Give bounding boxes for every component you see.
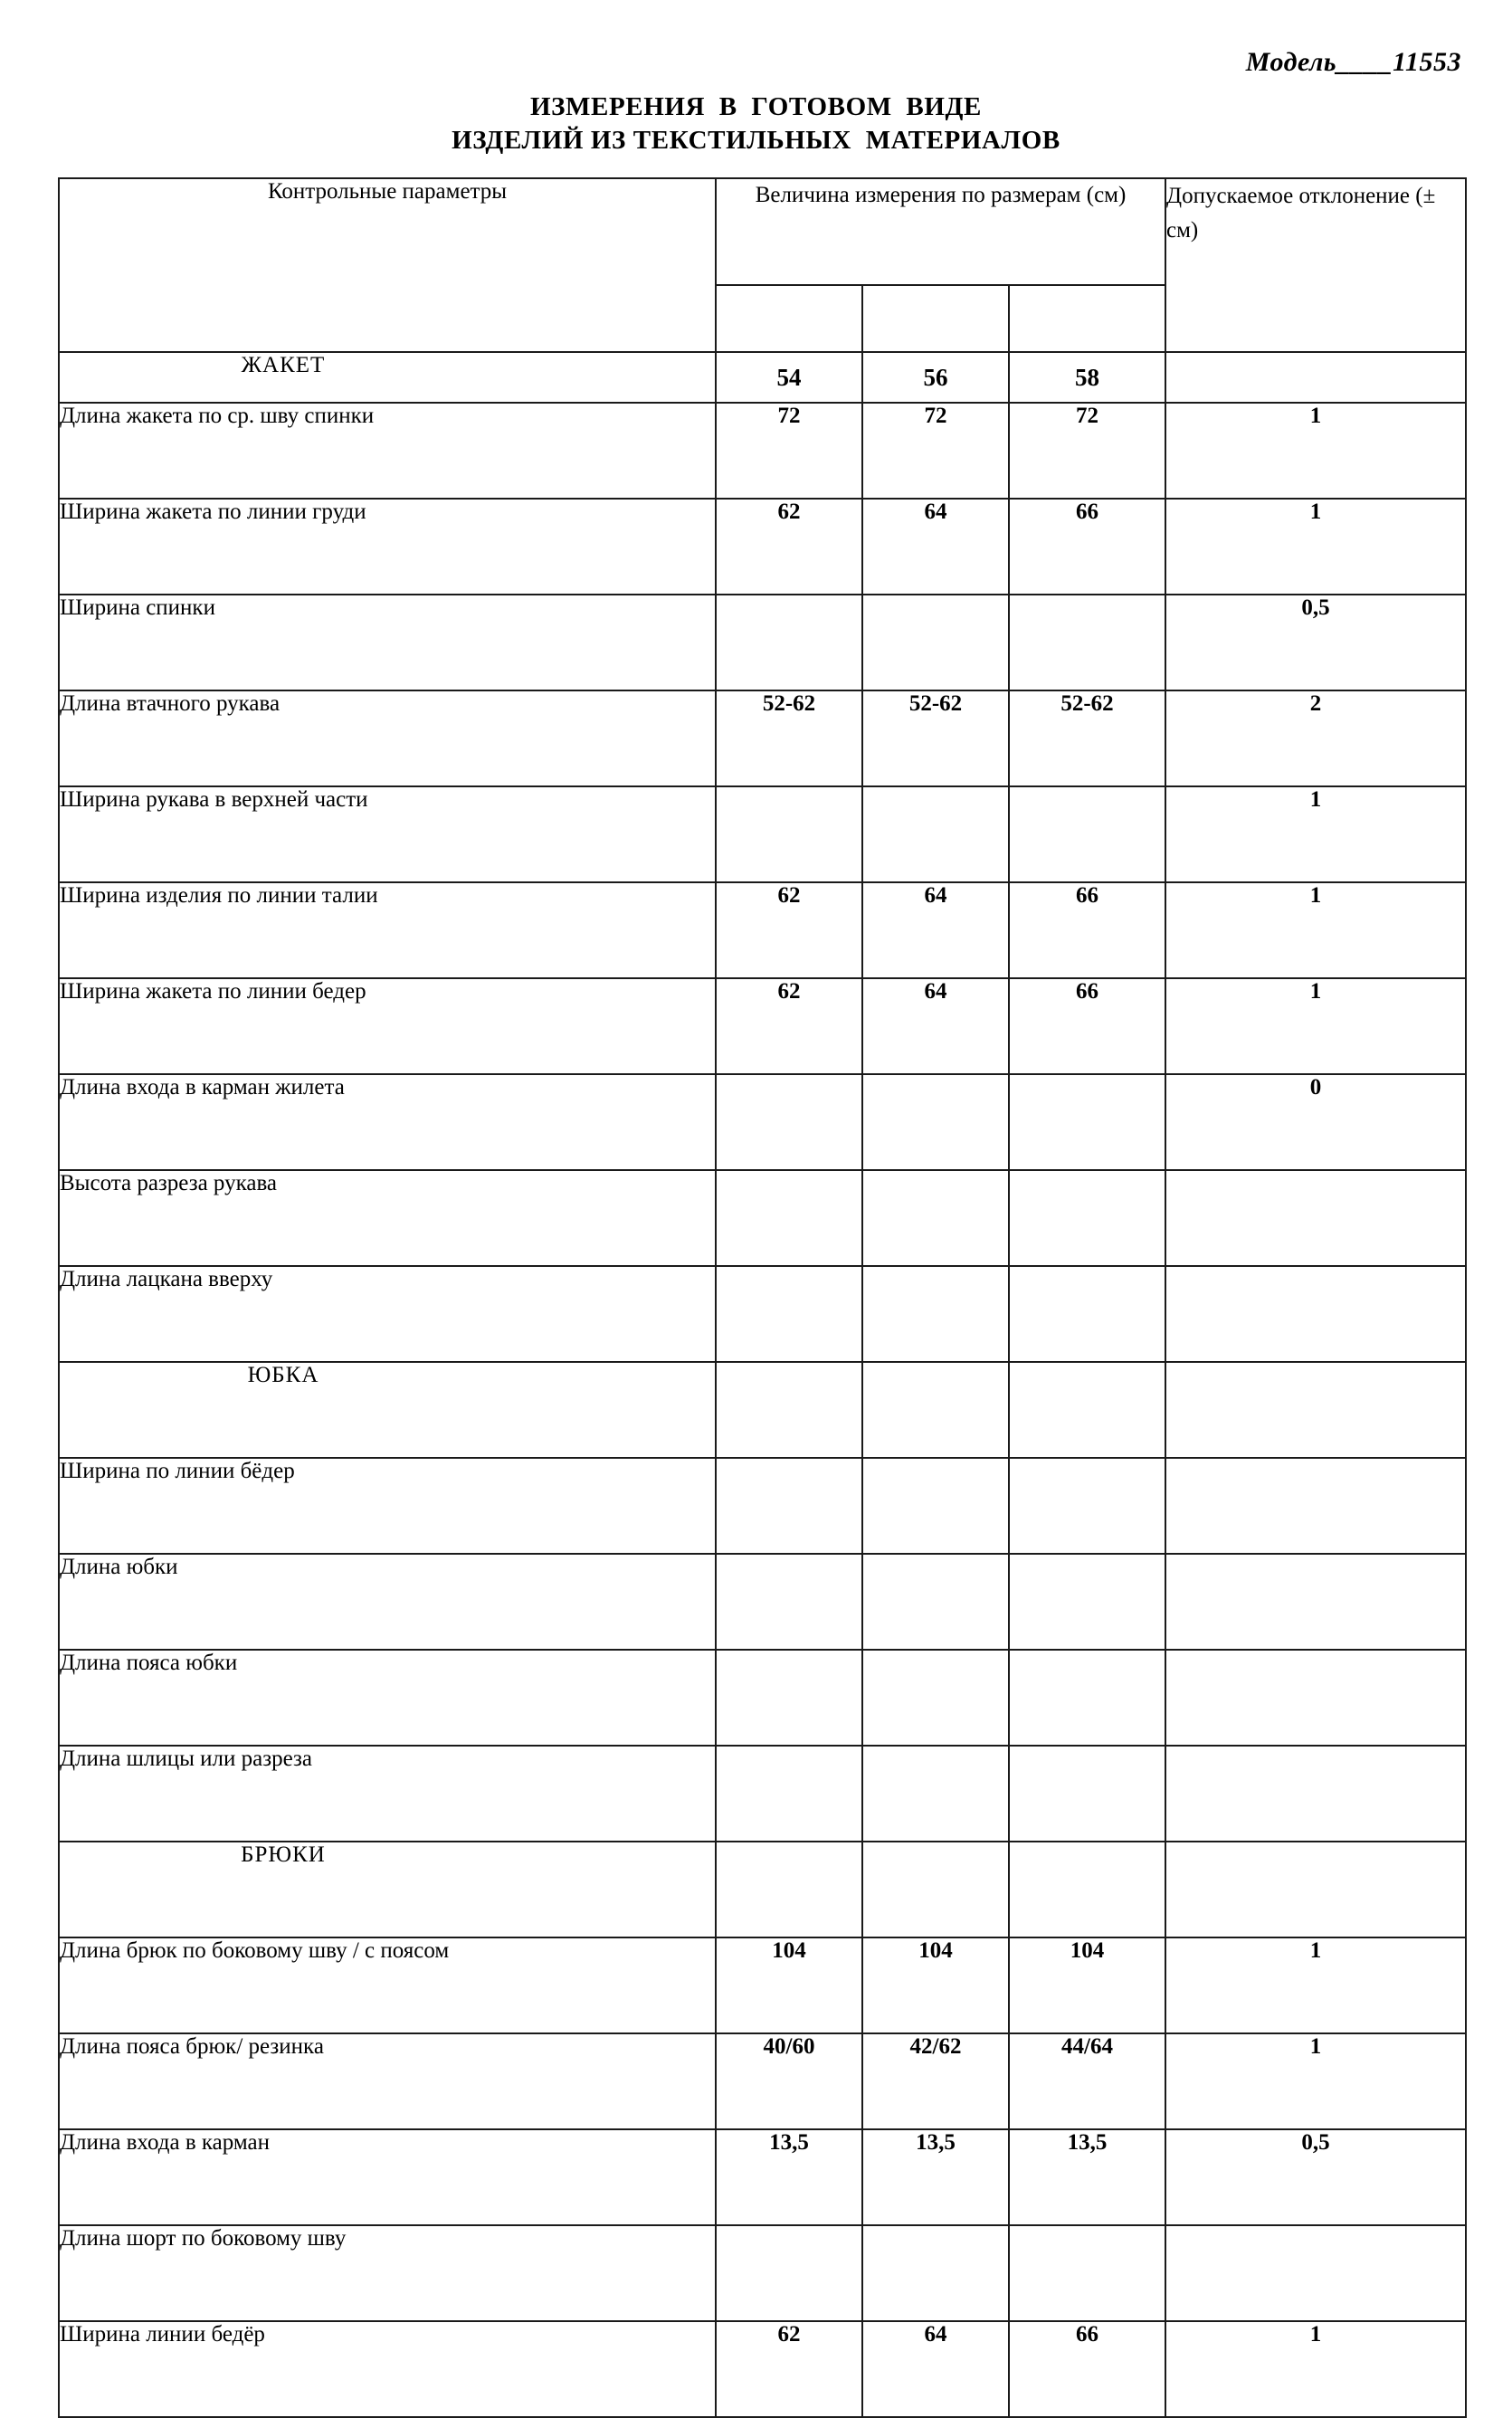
- row-value-size-3: 52-62: [1009, 690, 1165, 786]
- section-size-2: [862, 1842, 1009, 1937]
- row-value-size-1: [716, 2225, 862, 2321]
- row-value-size-1: [716, 1170, 862, 1266]
- row-label: Длина шлицы или разреза: [59, 1746, 716, 1842]
- row-deviation: 1: [1165, 978, 1466, 1074]
- row-label: Ширина рукава в верхней части: [59, 786, 716, 882]
- row-value-size-3: 44/64: [1009, 2033, 1165, 2129]
- row-label: Длина пояса брюк/ резинка: [59, 2033, 716, 2129]
- row-value-size-2: [862, 1458, 1009, 1554]
- row-label: Длина пояса юбки: [59, 1650, 716, 1746]
- row-label: Ширина изделия по линии талии: [59, 882, 716, 978]
- table-row: [59, 786, 1466, 882]
- row-value-size-2: [862, 1650, 1009, 1746]
- row-value-size-3: [1009, 1650, 1165, 1746]
- table-row: [59, 1074, 1466, 1170]
- row-deviation: [1165, 1746, 1466, 1842]
- table-row: [59, 1937, 1466, 2033]
- table-row: [59, 978, 1466, 1074]
- row-deviation: 1: [1165, 2321, 1466, 2417]
- row-value-size-2: [862, 1074, 1009, 1170]
- table-row: [59, 403, 1466, 499]
- table-row: [59, 595, 1466, 690]
- column-header-size-1: [716, 285, 862, 352]
- table-row: [59, 2129, 1466, 2225]
- row-label: Высота разреза рукава: [59, 1170, 716, 1266]
- section-size-3: [1009, 1842, 1165, 1937]
- column-header-parameters: Контрольные параметры: [59, 178, 716, 352]
- section-size-3: [1009, 1362, 1165, 1458]
- row-value-size-3: [1009, 595, 1165, 690]
- row-value-size-3: 66: [1009, 499, 1165, 595]
- row-value-size-2: 104: [862, 1937, 1009, 2033]
- table-row: [59, 1554, 1466, 1650]
- row-value-size-2: 64: [862, 2321, 1009, 2417]
- row-value-size-1: [716, 786, 862, 882]
- row-value-size-3: 66: [1009, 2321, 1165, 2417]
- row-value-size-3: [1009, 1074, 1165, 1170]
- row-value-size-3: 104: [1009, 1937, 1165, 2033]
- row-value-size-2: 64: [862, 978, 1009, 1074]
- row-deviation: 1: [1165, 499, 1466, 595]
- row-label: Ширина спинки: [59, 595, 716, 690]
- row-deviation: 1: [1165, 786, 1466, 882]
- row-label: Длина входа в карман: [59, 2129, 716, 2225]
- row-value-size-2: [862, 1170, 1009, 1266]
- row-label: Длина лацкана вверху: [59, 1266, 716, 1362]
- row-value-size-1: [716, 1266, 862, 1362]
- row-deviation: 1: [1165, 2033, 1466, 2129]
- row-deviation: [1165, 1266, 1466, 1362]
- row-value-size-1: [716, 595, 862, 690]
- row-value-size-2: [862, 1266, 1009, 1362]
- row-value-size-3: [1009, 1554, 1165, 1650]
- measurements-table: [58, 177, 1467, 2418]
- column-header-size-2: [862, 285, 1009, 352]
- table-row: [59, 1170, 1466, 1266]
- row-deviation: 0,5: [1165, 2129, 1466, 2225]
- table-row: [59, 1266, 1466, 1362]
- row-value-size-1: [716, 1074, 862, 1170]
- row-value-size-1: 13,5: [716, 2129, 862, 2225]
- row-value-size-1: 40/60: [716, 2033, 862, 2129]
- row-deviation: 2: [1165, 690, 1466, 786]
- model-number: Модель____11553: [1245, 47, 1461, 77]
- section-deviation: [1165, 352, 1466, 403]
- table-row: [59, 690, 1466, 786]
- row-label: Ширина жакета по линии груди: [59, 499, 716, 595]
- table-header-row: [59, 178, 1466, 285]
- section-size-2: 56: [862, 352, 1009, 403]
- row-value-size-2: 13,5: [862, 2129, 1009, 2225]
- row-value-size-1: 104: [716, 1937, 862, 2033]
- row-value-size-2: 72: [862, 403, 1009, 499]
- row-value-size-3: 66: [1009, 882, 1165, 978]
- table-row: [59, 1650, 1466, 1746]
- row-value-size-2: 42/62: [862, 2033, 1009, 2129]
- row-value-size-1: 72: [716, 403, 862, 499]
- row-label: Длина шорт по боковому шву: [59, 2225, 716, 2321]
- row-value-size-2: 52-62: [862, 690, 1009, 786]
- row-value-size-2: [862, 595, 1009, 690]
- row-label: Длина юбки: [59, 1554, 716, 1650]
- row-value-size-2: [862, 1746, 1009, 1842]
- table-row: [59, 2225, 1466, 2321]
- page-title-line-1: ИЗМЕРЕНИЯ В ГОТОВОМ ВИДЕ: [529, 92, 982, 121]
- row-value-size-3: [1009, 1458, 1165, 1554]
- table-row: [59, 2033, 1466, 2129]
- row-value-size-2: 64: [862, 882, 1009, 978]
- row-value-size-2: [862, 786, 1009, 882]
- section-size-1: 54: [716, 352, 862, 403]
- row-deviation: 0,5: [1165, 595, 1466, 690]
- table-row: [59, 1458, 1466, 1554]
- row-value-size-3: [1009, 786, 1165, 882]
- row-value-size-1: [716, 1746, 862, 1842]
- section-title-брюки: [59, 1842, 716, 1937]
- row-deviation: 1: [1165, 1937, 1466, 2033]
- section-size-1: [716, 1362, 862, 1458]
- section-size-2: [862, 1362, 1009, 1458]
- row-value-size-3: [1009, 2225, 1165, 2321]
- section-title-label: ЮБКА: [247, 1363, 319, 1387]
- row-label: Ширина по линии бёдер: [59, 1458, 716, 1554]
- section-title-label: БРЮКИ: [241, 1842, 326, 1867]
- row-value-size-1: [716, 1554, 862, 1650]
- row-value-size-3: 13,5: [1009, 2129, 1165, 2225]
- table-row: [59, 499, 1466, 595]
- row-label: Длина входа в карман жилета: [59, 1074, 716, 1170]
- row-value-size-1: 62: [716, 499, 862, 595]
- row-deviation: [1165, 1554, 1466, 1650]
- column-header-size-3: [1009, 285, 1165, 352]
- row-deviation: 1: [1165, 882, 1466, 978]
- row-deviation: [1165, 1458, 1466, 1554]
- row-deviation: 1: [1165, 403, 1466, 499]
- section-title-label: ЖАКЕТ: [241, 353, 326, 377]
- row-value-size-3: [1009, 1170, 1165, 1266]
- row-label: Длина брюк по боковому шву / с поясом: [59, 1937, 716, 2033]
- section-deviation: [1165, 1362, 1466, 1458]
- section-title-юбка: [59, 1362, 716, 1458]
- row-value-size-1: 62: [716, 978, 862, 1074]
- row-value-size-2: 64: [862, 499, 1009, 595]
- section-size-1: [716, 1842, 862, 1937]
- section-deviation: [1165, 1842, 1466, 1937]
- row-value-size-2: [862, 2225, 1009, 2321]
- row-value-size-1: 62: [716, 882, 862, 978]
- row-value-size-1: 52-62: [716, 690, 862, 786]
- row-value-size-2: [862, 1554, 1009, 1650]
- row-label: Длина втачного рукава: [59, 690, 716, 786]
- section-row: [59, 1842, 1466, 1937]
- row-value-size-3: [1009, 1746, 1165, 1842]
- row-value-size-3: 72: [1009, 403, 1165, 499]
- table-row: [59, 882, 1466, 978]
- row-deviation: [1165, 1170, 1466, 1266]
- row-value-size-3: [1009, 1266, 1165, 1362]
- section-row: [59, 352, 1466, 403]
- section-row: [59, 1362, 1466, 1458]
- row-deviation: [1165, 2225, 1466, 2321]
- section-size-3: 58: [1009, 352, 1165, 403]
- row-value-size-1: [716, 1650, 862, 1746]
- row-deviation: 0: [1165, 1074, 1466, 1170]
- page-title-line-2: ИЗДЕЛИЙ ИЗ ТЕКСТИЛЬНЫХ МАТЕРИАЛОВ: [452, 126, 1060, 156]
- page-title: [0, 90, 1512, 157]
- row-label: Длина жакета по ср. шву спинки: [59, 403, 716, 499]
- row-label: Ширина линии бедёр: [59, 2321, 716, 2417]
- column-header-measurement: Величина измерения по размерам (см): [716, 178, 1165, 285]
- row-value-size-3: 66: [1009, 978, 1165, 1074]
- table-row: [59, 1746, 1466, 1842]
- row-value-size-1: 62: [716, 2321, 862, 2417]
- row-label: Ширина жакета по линии бедер: [59, 978, 716, 1074]
- row-value-size-1: [716, 1458, 862, 1554]
- table-row: [59, 2321, 1466, 2417]
- section-title-жакет: [59, 352, 716, 403]
- column-header-deviation: Допускаемое отклонение (± см): [1165, 178, 1466, 352]
- row-deviation: [1165, 1650, 1466, 1746]
